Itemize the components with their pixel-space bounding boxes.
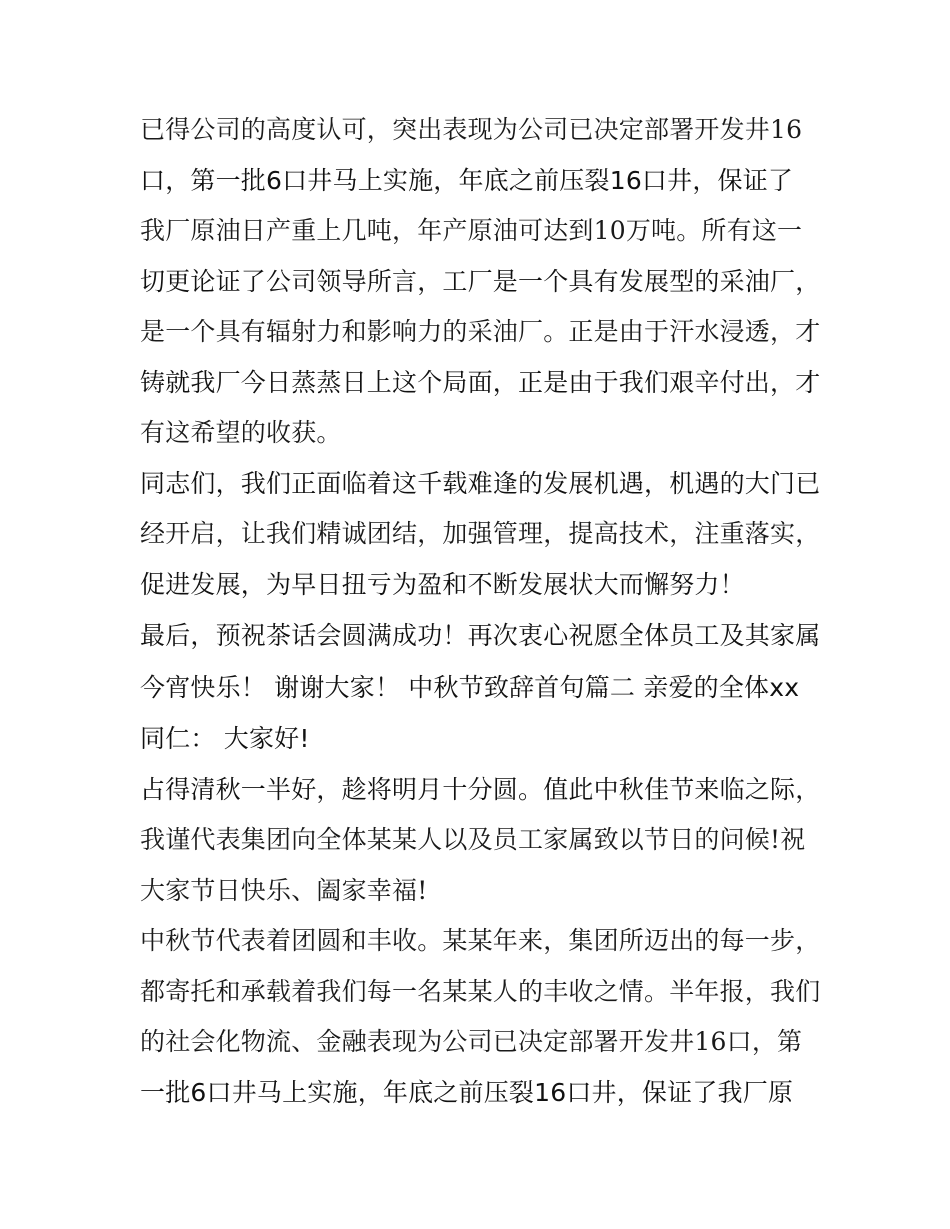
text-line: 同志们，我们正面临着这千载难逢的发展机遇，机遇的大门已: [140, 469, 821, 498]
text-line: 我谨代表集团向全体某某人以及员工家属致以节日的问候!祝: [140, 825, 806, 854]
text-line: 是一个具有辐射力和影响力的采油厂。正是由于汗水浸透，才: [140, 317, 821, 346]
text-line: 占得清秋一半好，趁将明月十分圆。值此中秋佳节来临之际，: [140, 775, 821, 804]
text-line: 有这希望的收获。: [140, 418, 342, 447]
text-line: 大家节日快乐、阖家幸福!: [140, 876, 428, 905]
text-line: 同仁： 大家好!: [140, 724, 310, 753]
text-line: 促进发展，为早日扭亏为盈和不断发展状大而懈努力！: [140, 570, 745, 599]
text-line: 铸就我厂今日蒸蒸日上这个局面，正是由于我们艰辛付出，才: [140, 368, 821, 397]
text-line: 一批6口井马上实施，年底之前压裂16口井，保证了我厂原: [140, 1078, 794, 1107]
text-line: 已得公司的高度认可，突出表现为公司已决定部署开发井16: [140, 115, 803, 144]
text-line: 经开启，让我们精诚团结，加强管理，提高技术，注重落实，: [140, 519, 821, 548]
text-line: 中秋节代表着团圆和丰收。某某年来，集团所迈出的每一步，: [140, 926, 821, 955]
text-line: 切更论证了公司领导所言，工厂是一个具有发展型的采油厂，: [140, 267, 821, 296]
text-line: 都寄托和承载着我们每一名某某人的丰收之情。半年报，我们: [140, 977, 821, 1006]
text-line: 最后，预祝茶话会圆满成功！再次衷心祝愿全体员工及其家属: [140, 621, 821, 650]
text-line: 的社会化物流、金融表现为公司已决定部署开发井16口，第: [140, 1027, 803, 1056]
text-line: 我厂原油日产重上几吨，年产原油可达到10万吨。所有这一: [140, 216, 803, 245]
text-line: 今宵快乐！ 谢谢大家！ 中秋节致辞首句篇二 亲爱的全体xx: [140, 673, 800, 702]
text-line: 口，第一批6口井马上实施，年底之前压裂16口井，保证了: [140, 166, 794, 195]
